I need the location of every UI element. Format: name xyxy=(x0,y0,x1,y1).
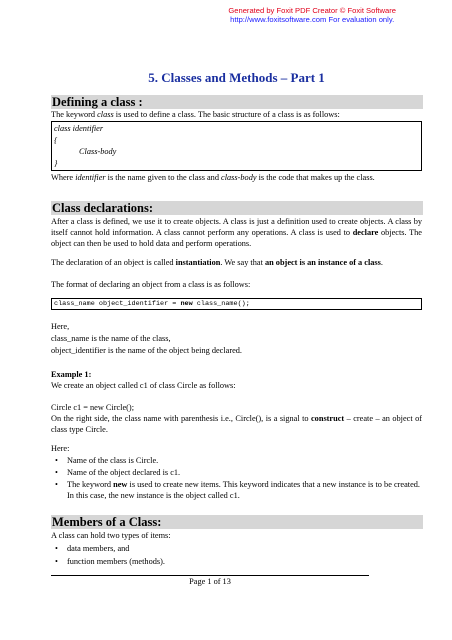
class-structure-code-box xyxy=(51,121,422,171)
section-heading-members: Members of a Class: xyxy=(51,515,423,529)
list-item: • data members, and xyxy=(55,544,130,553)
list-item: • function members (methods). xyxy=(55,557,165,566)
declarations-paragraph-2: The declaration of an object is called instantiation. We say that an object is an instance of a class. xyxy=(51,258,383,267)
list-item: • The keyword new is used to create new items. This keyword indicates that a new instance is to be created. In this case, the new instance is the object called c1. xyxy=(55,480,420,500)
code-line: } xyxy=(54,158,58,168)
here-line-2: object_identifier is the name of the object being declared. xyxy=(51,346,242,355)
example-paragraph: On the right side, the class name with parenthesis i.e., Circle(), is a signal to construct – create – an object of class type Circle. xyxy=(51,414,422,434)
watermark-line1: Generated by Foxit PDF Creator © Foxit Software xyxy=(228,6,396,15)
object-declaration-code-box: class_name object_identifier = new class_name(); xyxy=(51,298,422,310)
code-line: Class-body xyxy=(79,147,117,156)
section-heading-declarations: Class declarations: xyxy=(51,201,423,215)
watermark xyxy=(228,6,396,24)
here-line-1: class_name is the name of the class, xyxy=(51,334,171,343)
list-item: • Name of the class is Circle. xyxy=(55,456,159,465)
example-intro: We create an object called c1 of class Circle as follows: xyxy=(51,381,236,390)
example-here-label: Here: xyxy=(51,444,70,453)
page-number: Page 1 of 13 xyxy=(189,577,231,586)
page-title: 5. Classes and Methods – Part 1 xyxy=(148,70,325,85)
here-label: Here, xyxy=(51,322,70,331)
defining-where: Where identifier is the name given to the class and class-body is the code that makes up the class. xyxy=(51,173,375,182)
code-line: class identifier xyxy=(54,124,104,133)
members-intro: A class can hold two types of items: xyxy=(51,531,171,540)
defining-intro: The keyword class is used to define a class. The basic structure of a class is as follows: xyxy=(51,110,340,119)
watermark-line2: http://www.foxitsoftware.com For evaluation only. xyxy=(230,15,395,24)
section-heading-defining: Defining a class : xyxy=(51,95,423,109)
declarations-paragraph-3: The format of declaring an object from a class is as follows: xyxy=(51,280,251,289)
footer-divider xyxy=(51,575,369,576)
example-code: Circle c1 = new Circle(); xyxy=(51,403,135,412)
example-heading: Example 1: xyxy=(51,370,92,379)
code-line: { xyxy=(54,135,58,145)
declarations-paragraph-1: After a class is defined, we use it to create objects. A class is just a definition used to create objects. A class by itself cannot hold information. A class cannot perform any operations. A class is used to declare objects. The object can then be used to hold data and perform operations. xyxy=(51,217,422,248)
list-item: • Name of the object declared is c1. xyxy=(55,468,181,477)
